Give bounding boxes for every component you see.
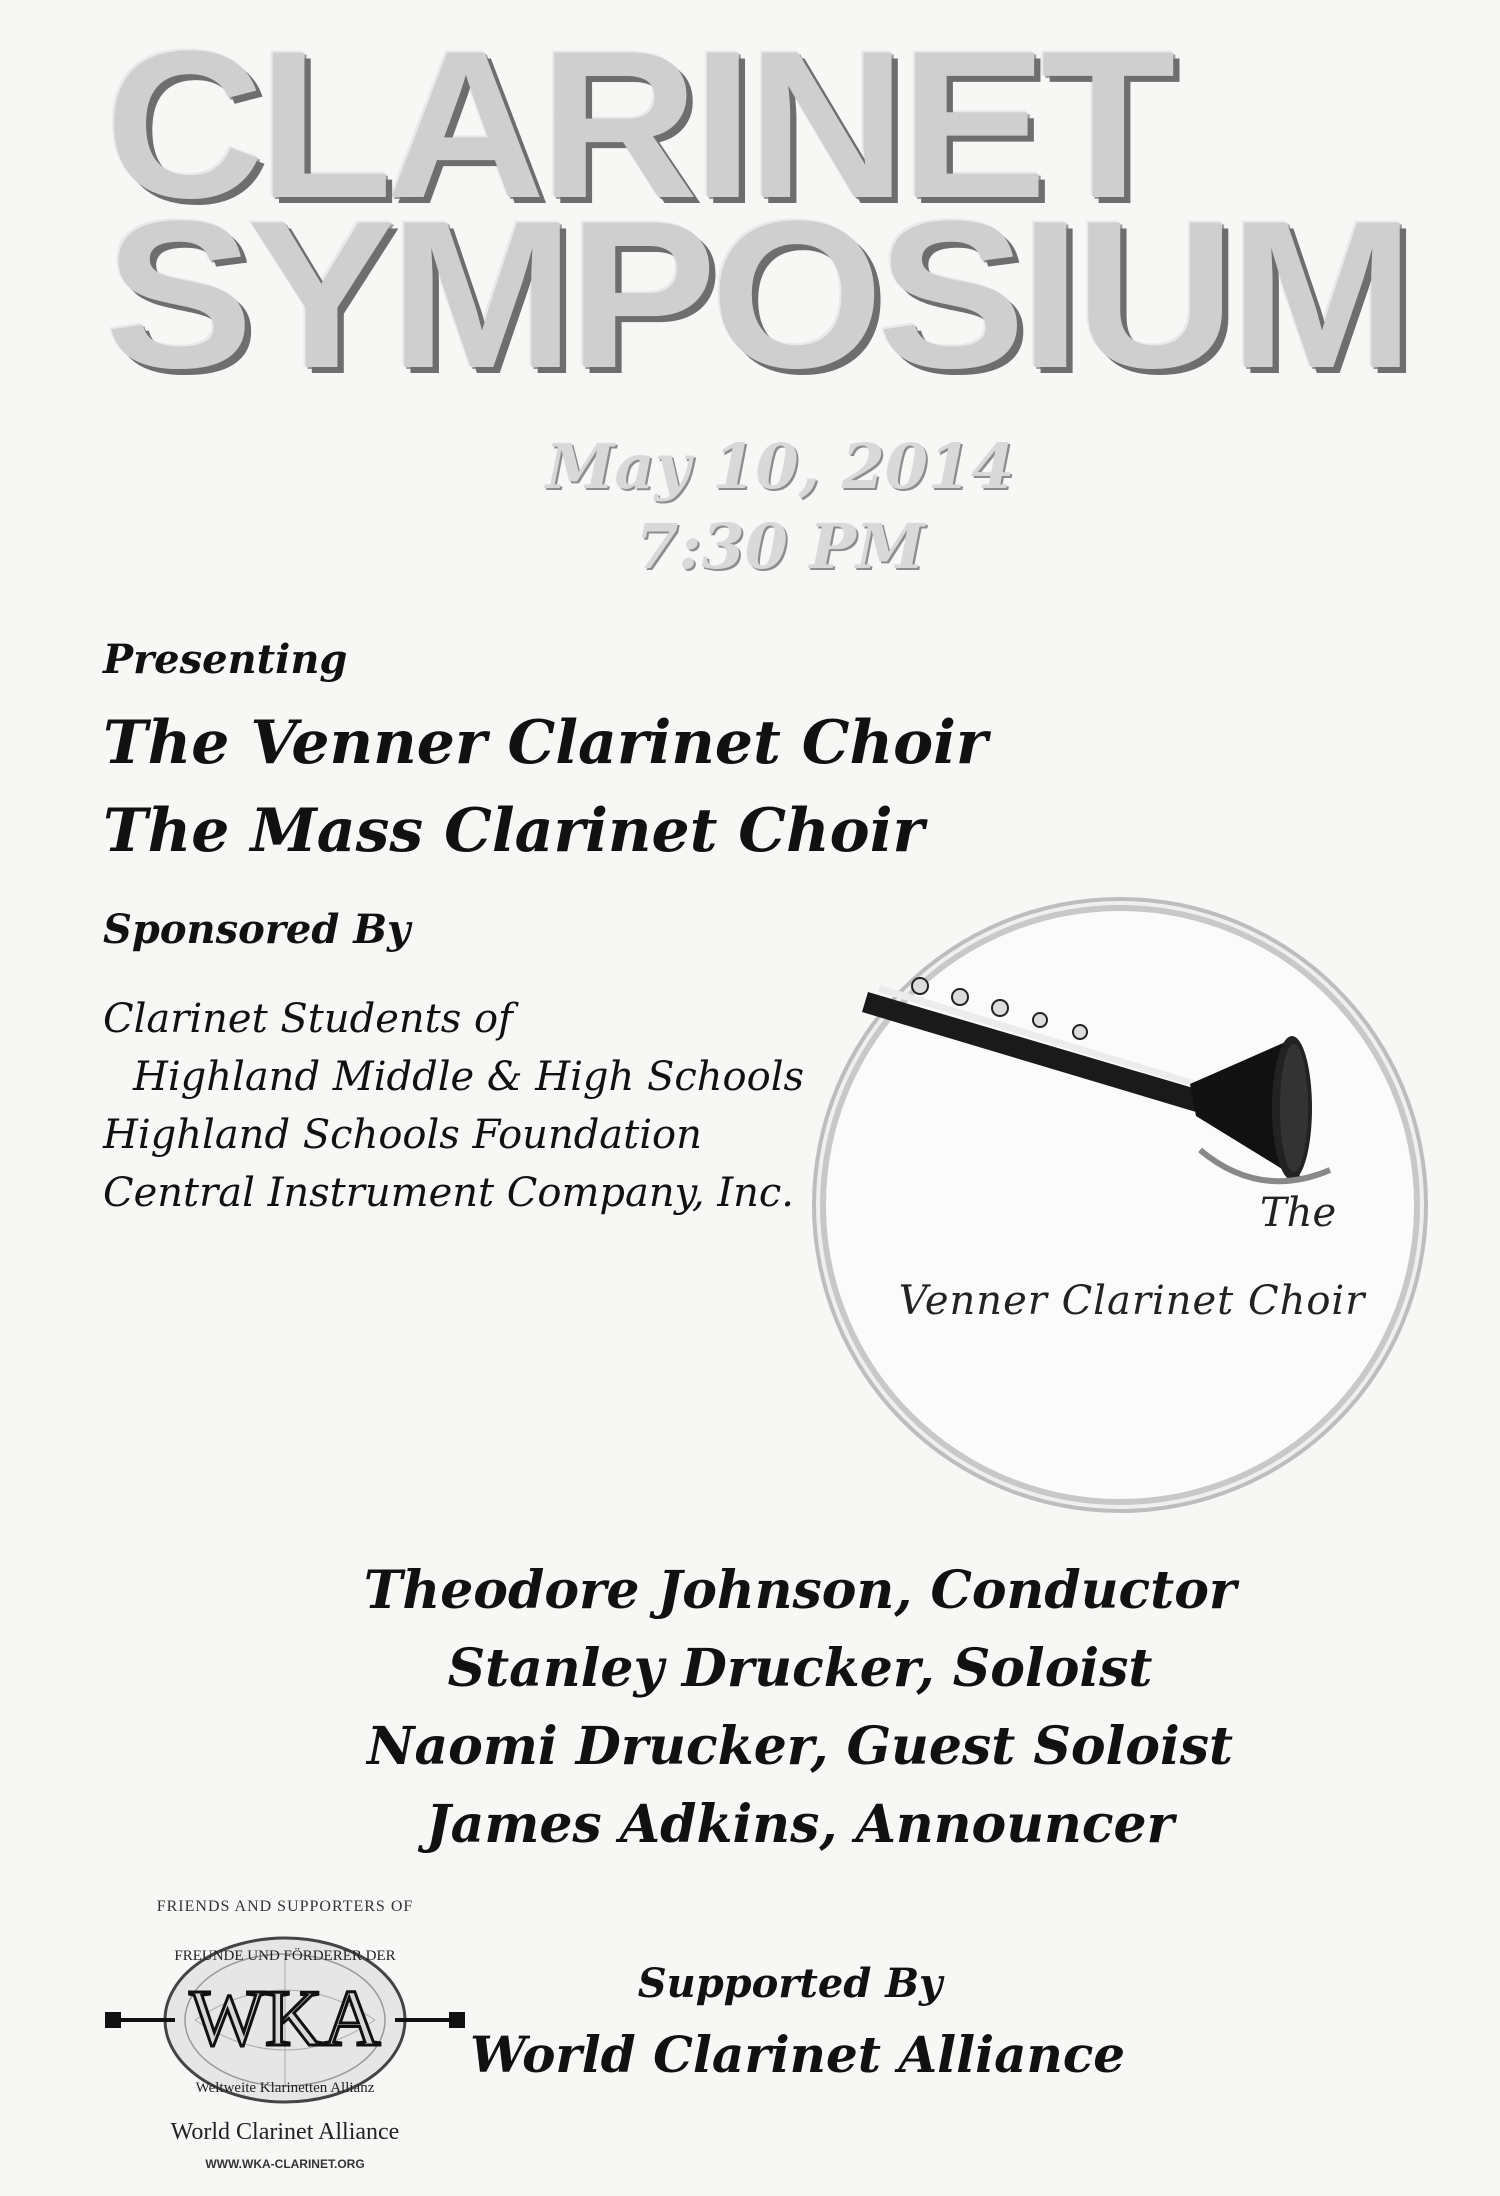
title-clarinet: CLARINET xyxy=(105,7,1170,242)
logo-text-choir-name: Venner Clarinet Choir xyxy=(898,1278,1366,1324)
logo-text-the: The xyxy=(1260,1190,1337,1236)
presenting-label: Presenting xyxy=(103,636,348,683)
sponsor-line: Central Instrument Company, Inc. xyxy=(103,1170,795,1216)
event-time: 7:30 PM xyxy=(635,510,925,583)
wka-arc-bottom: Weltweite Klarinetten Allianz xyxy=(195,2080,375,2096)
wka-arc-top: FREUNDE UND FÖRDERER DER xyxy=(174,1948,396,1964)
credit-guest-soloist: Naomi Drucker, Guest Soloist xyxy=(366,1716,1234,1777)
sponsored-by-label: Sponsored By xyxy=(103,906,411,953)
wka-name: World Clarinet Alliance xyxy=(170,2119,400,2145)
title-symposium: SYMPOSIUM xyxy=(105,177,1409,412)
wka-logo-icon xyxy=(95,1920,475,2120)
supported-by-label: Supported By xyxy=(637,1960,943,2007)
credit-soloist: Stanley Drucker, Soloist xyxy=(447,1638,1153,1699)
sponsor-line: Clarinet Students of xyxy=(103,996,513,1042)
choir-mass: The Mass Clarinet Choir xyxy=(103,796,925,866)
wka-top-text: FRIENDS AND SUPPORTERS OF xyxy=(156,1898,414,1915)
credit-announcer: James Adkins, Announcer xyxy=(426,1794,1174,1855)
supporter-name: World Clarinet Alliance xyxy=(470,2025,1126,2084)
sponsor-line: Highland Middle & High Schools xyxy=(133,1054,805,1100)
credit-conductor: Theodore Johnson, Conductor xyxy=(363,1560,1237,1621)
sponsor-line: Highland Schools Foundation xyxy=(103,1112,702,1158)
event-date: May 10, 2014 xyxy=(545,430,1015,503)
choir-venner: The Venner Clarinet Choir xyxy=(103,708,988,778)
wka-url: WWW.WKA-CLARINET.ORG xyxy=(205,2157,365,2171)
wka-letters: WKA xyxy=(189,1975,381,2063)
